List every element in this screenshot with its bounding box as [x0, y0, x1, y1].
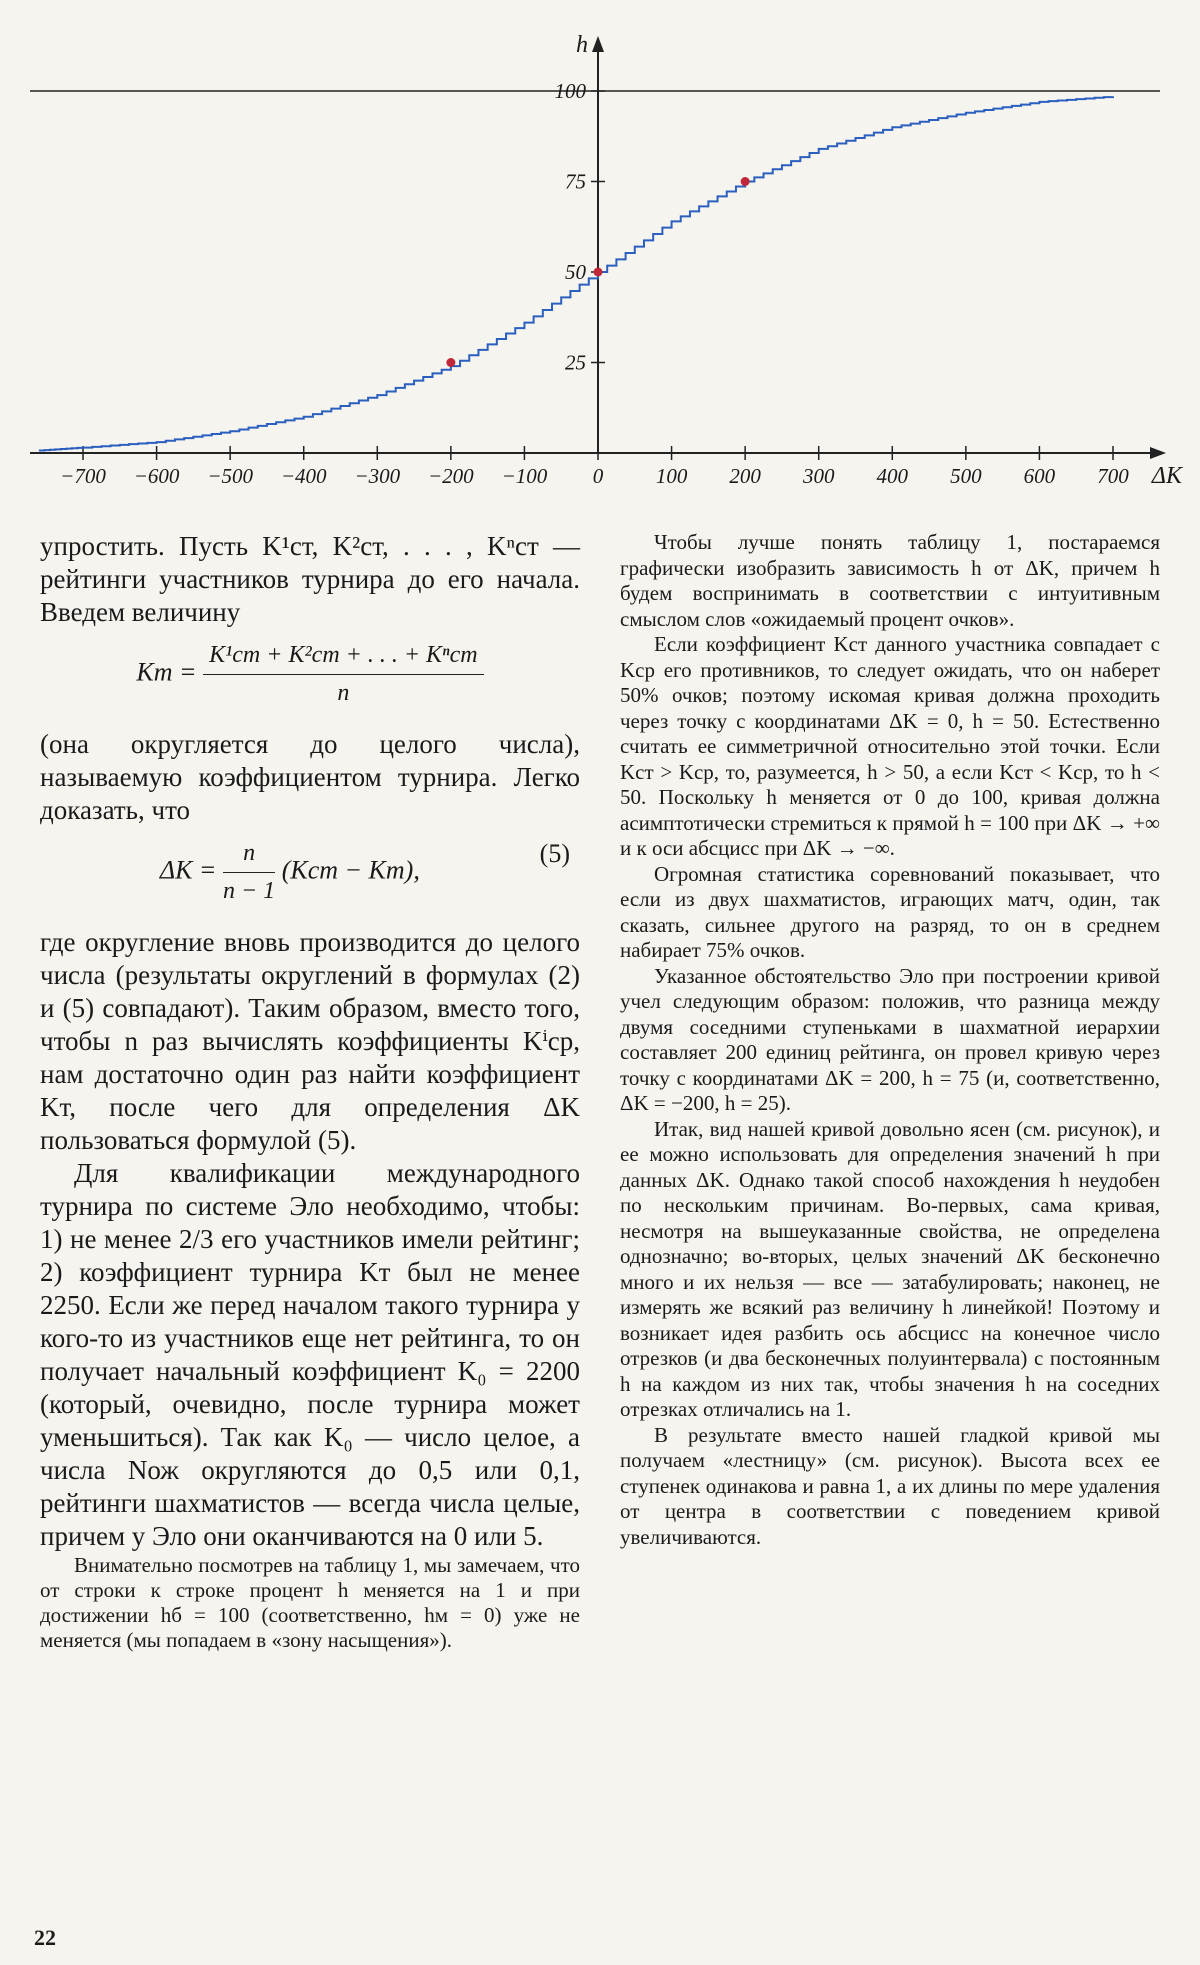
formula-5 — [40, 837, 580, 908]
formula-5-tag: (5) — [539, 839, 570, 868]
sigmoid-chart — [0, 0, 1200, 500]
y-tick-label: 25 — [565, 350, 586, 375]
x-tick-label: −700 — [60, 464, 106, 488]
data-point — [446, 358, 455, 367]
formula-kt-numerator: K¹ст + K²ст + . . . + Kⁿст — [203, 639, 484, 675]
left-paragraph-1: упростить. Пусть K¹ст, K²ст, . . . , Kⁿст — рейтинги участников турнира до его начала. Введем величину — [40, 531, 580, 627]
left-paragraph-2: (она округляется до целого числа), называемую коэффициентом турнира. Легко доказать, что — [40, 729, 580, 825]
right-paragraph-5: Итак, вид нашей кривой довольно ясен (см. рисунок), и ее можно использовать для определения значений h при данных ΔK. Однако такой способ нахождения h неудобен по нескольким причинам. Во-первых, сама кривая, несмотря на вышеуказанные свойства, не определена однозначно; во-вторых, целых значений ΔK бесконечно много и их нельзя — все — затабулировать; наконец, не измерять же всякий раз величину h линейкой! Поэтому и возникает идея разбить ось абсцисс на конечное число отрезков (и два бесконечных полуинтервала) с постоянным h на каждом из них так, чтобы значения h на соседних отрезках отличались на 1. — [620, 1116, 1160, 1421]
formula-5-numerator: n — [223, 837, 275, 873]
formula-5-denominator: n − 1 — [222, 878, 276, 904]
x-tick-label: 200 — [729, 464, 761, 488]
y-axis-arrow — [592, 36, 604, 52]
formula-5-lhs: ΔK = — [159, 855, 217, 885]
x-tick-label: −500 — [207, 464, 253, 488]
data-point — [594, 268, 603, 277]
formula-5-rhs: (Kст − Kт), — [281, 855, 420, 885]
right-paragraph-4: Указанное обстоятельство Эло при построении кривой учел следующим образом: положив, что разница между двумя соседними ступеньками в шахматной иерархии составляет 200 единиц рейтинга, он провел кривую через точку с координатами ΔK = 200, h = 75 (и, соответственно, ΔK = −200, h = 25). — [620, 963, 1160, 1115]
y-tick-label: 50 — [565, 260, 586, 284]
x-tick-label: 100 — [655, 464, 688, 488]
x-tick-label: −200 — [428, 464, 474, 488]
left-column — [40, 530, 580, 1653]
x-tick-label: −100 — [501, 464, 548, 488]
x-tick-label: 400 — [876, 464, 909, 488]
x-tick-label: 0 — [592, 464, 604, 488]
right-paragraph-2: Если коэффициент Kст данного участника совпадает с Kср его противников, то следует ожидать, что он наберет 50% очков; поэтому искомая кривая должна проходить через точку с координатами ΔK = 0, h = 50. Естественно считать ее симметричной относительно этой точки. Если Kст > Kср, то, разумеется, h > 50, а если Kст < Kср, то h < 50. Поскольку h меняется от 0 до 100, кривая должна асимптотически стремиться к прямой h = 100 при ΔK → +∞ и к оси абсцисс при ΔK → −∞. — [620, 632, 1160, 860]
formula-kt-lhs: Kт = — [136, 657, 197, 687]
x-tick-label: −400 — [280, 464, 327, 488]
page-number: 22 — [34, 1925, 56, 1950]
x-tick-label: −600 — [133, 464, 180, 488]
data-point — [741, 177, 750, 186]
right-paragraph-6: В результате вместо нашей гладкой кривой мы получаем «лестницу» (см. рисунок). Высота всех ее ступенек одинакова и равна 1, а их длины по мере удаления от центра в соответствии с поведением кривой увеличиваются. — [620, 1422, 1160, 1549]
x-tick-label: 700 — [1097, 464, 1129, 488]
x-tick-label: 500 — [950, 464, 982, 488]
x-axis-label: ΔK — [1151, 463, 1182, 489]
left-paragraph-3: где округление вновь производится до целого числа (результаты округлений в формулах (2) и (5) совпадают). Таким образом, вместо того, чтобы n раз вычислять коэффициенты Kⁱср, нам достаточно один раз найти коэффициент Kт, после чего для определения ΔK пользоваться формулой (5). — [40, 927, 580, 1155]
formula-kt — [40, 639, 580, 710]
x-tick-label: −300 — [354, 464, 401, 488]
right-paragraph-3: Огромная статистика соревнований показывает, что если из двух шахматистов, играющих матч, один, так сказать, сильнее другого на разряд, то он в среднем набирает 75% очков. — [620, 861, 1160, 962]
y-tick-label: 100 — [554, 79, 586, 103]
x-tick-label: 600 — [1023, 464, 1056, 488]
left-paragraph-5: Внимательно посмотрев на таблицу 1, мы замечаем, что от строки к строке процент h меняется на 1 и при достижении hб = 100 (соответственно, hм = 0) уже не меняется (мы попадаем в «зону насыщения»). — [40, 1553, 580, 1652]
right-paragraph-1: Чтобы лучше понять таблицу 1, постараемся графически изобразить зависимость h от ΔK, причем h будем воспринимать в соответствии с интуитивным смыслом слов «ожидаемый процент очков». — [620, 530, 1160, 631]
y-axis-label: h — [576, 32, 588, 58]
right-column — [620, 530, 1160, 1550]
x-axis-arrow — [1150, 447, 1166, 459]
x-tick-label: 300 — [802, 464, 835, 488]
left-paragraph-4: Для квалификации международного турнира по системе Эло необходимо, чтобы: 1) не менее 2/3 его участников имели рейтинг; 2) коэффициент турнира Kт был не менее 2250. Если же перед началом такого турнира у кого-то из участников еще нет рейтинга, то он получает начальный коэффициент K₀ = 2200 (который, очевидно, после турнира может уменьшиться). Так как K₀ — число целое, а числа Nож округляются до 0,5 или 0,1, рейтинги шахматистов — всегда числа целые, причем у Эло они оканчиваются на 0 или 5. — [40, 1158, 580, 1551]
formula-kt-denominator: n — [337, 680, 350, 706]
y-tick-label: 75 — [565, 169, 586, 194]
